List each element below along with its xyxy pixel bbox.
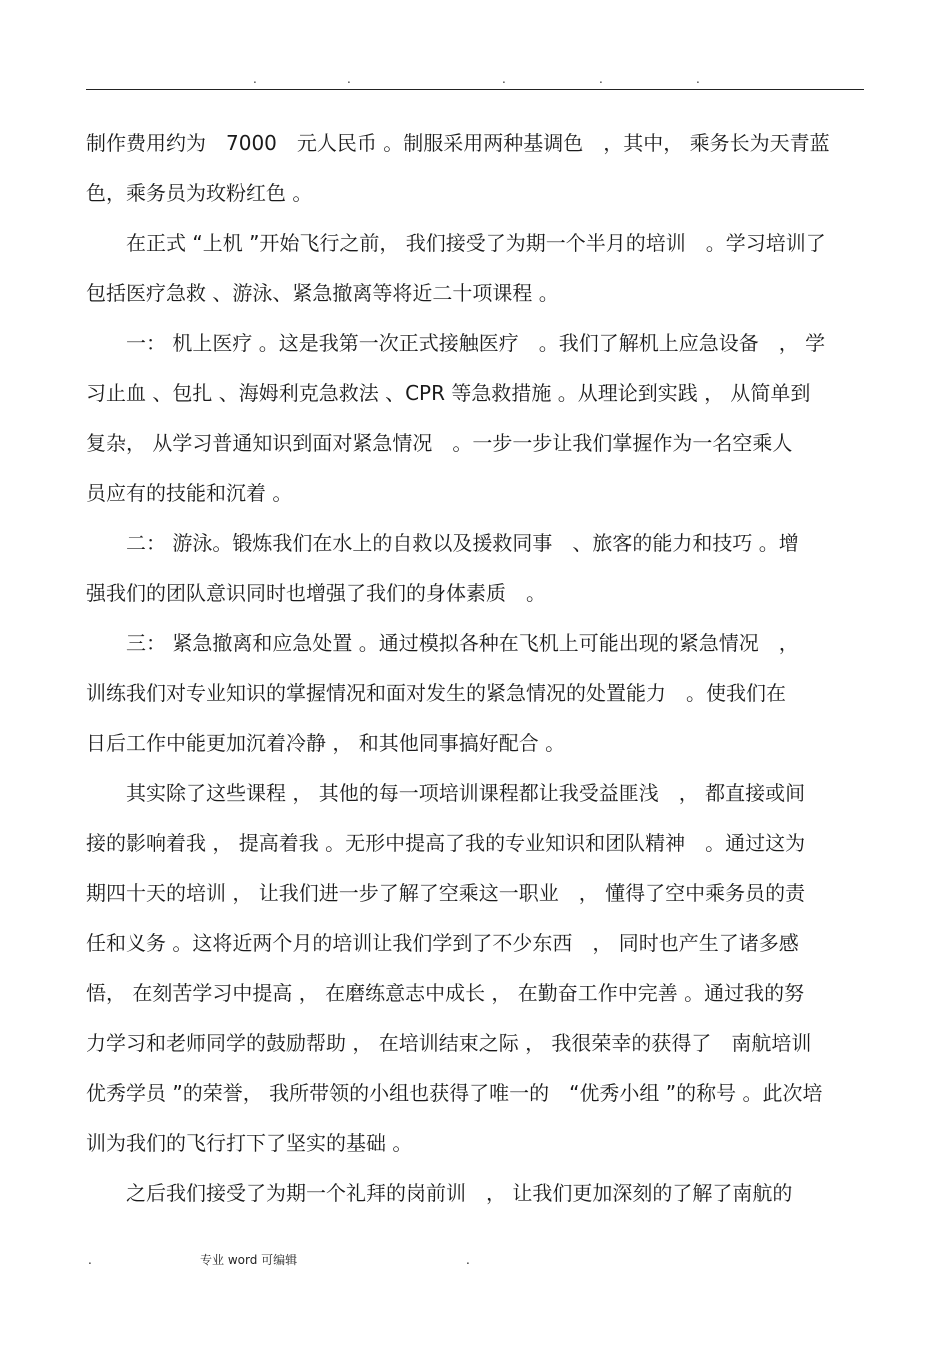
footer-dot: .: [466, 1253, 470, 1267]
text-line: 强我们的团队意识同时也增强了我们的身体素质 。: [86, 581, 546, 605]
text-line: 优秀学员 ”的荣誉， 我所带领的小组也获得了唯一的 “优秀小组 ”的称号 。此次培: [86, 1081, 823, 1105]
text-line: 力学习和老师同学的鼓励帮助 ， 在培训结束之际 ， 我很荣幸的获得了 南航培训: [86, 1031, 812, 1055]
page-footer: [0, 1250, 950, 1270]
text-line: 习止血 、包扎 、海姆利克急救法 、CPR 等急救措施 。从理论到实践 ， 从简单到: [86, 381, 811, 405]
text-line: 期四十天的培训 ， 让我们进一步了解了空乘这一职业 ， 懂得了空中乘务员的责: [86, 881, 806, 905]
text-line: 三： 紧急撤离和应急处置 。通过模拟各种在飞机上可能出现的紧急情况 ，: [86, 631, 799, 655]
header-dot: .: [599, 72, 603, 86]
text-line: 悟， 在刻苦学习中提高 ， 在磨练意志中成长 ， 在勤奋工作中完善 。通过我的努: [86, 981, 805, 1005]
footer-dot: .: [88, 1253, 92, 1267]
header-dot: .: [253, 72, 257, 86]
text-line: 一： 机上医疗 。这是我第一次正式接触医疗 。我们了解机上应急设备 ， 学: [86, 331, 826, 355]
text-line: 色，乘务员为玫粉红色 。: [86, 181, 313, 205]
header-dot: .: [502, 72, 506, 86]
text-line: 训为我们的飞行打下了坚实的基础 。: [86, 1131, 413, 1155]
text-line: 接的影响着我 ， 提高着我 。无形中提高了我的专业知识和团队精神 。通过这为: [86, 831, 806, 855]
header-dots: [0, 72, 950, 86]
text-line: 训练我们对专业知识的掌握情况和面对发生的紧急情况的处置能力 。使我们在: [86, 681, 786, 705]
header-dot: .: [696, 72, 700, 86]
header-rule: [86, 89, 864, 90]
text-line: 日后工作中能更加沉着冷静 ， 和其他同事搞好配合 。: [86, 731, 566, 755]
text-line: 二： 游泳。锻炼我们在水上的自救以及援救同事 、旅客的能力和技巧 。增: [86, 531, 799, 555]
document-body: [86, 118, 864, 1218]
text-line: 包括医疗急救 、游泳、紧急撤离等将近二十项课程 。: [86, 281, 559, 305]
text-line: 其实除了这些课程 ， 其他的每一项培训课程都让我受益匪浅 ， 都直接或间: [86, 781, 806, 805]
text-line: 复杂， 从学习普通知识到面对紧急情况 。一步一步让我们掌握作为一名空乘人: [86, 431, 793, 455]
text-line: 制作费用约为 7000 元人民币 。制服采用两种基调色 ，其中， 乘务长为天青蓝: [86, 131, 830, 155]
text-line: 在正式 “上机 ”开始飞行之前， 我们接受了为期一个半月的培训 。学习培训了: [86, 231, 826, 255]
footer-label: 专业 word 可编辑: [200, 1253, 298, 1267]
text-line: 任和义务 。这将近两个月的培训让我们学到了不少东西 ， 同时也产生了诸多感: [86, 931, 799, 955]
text-line: 之后我们接受了为期一个礼拜的岗前训 ， 让我们更加深刻的了解了南航的: [86, 1181, 793, 1205]
text-line: 员应有的技能和沉着 。: [86, 481, 293, 505]
header-dot: .: [347, 72, 351, 86]
